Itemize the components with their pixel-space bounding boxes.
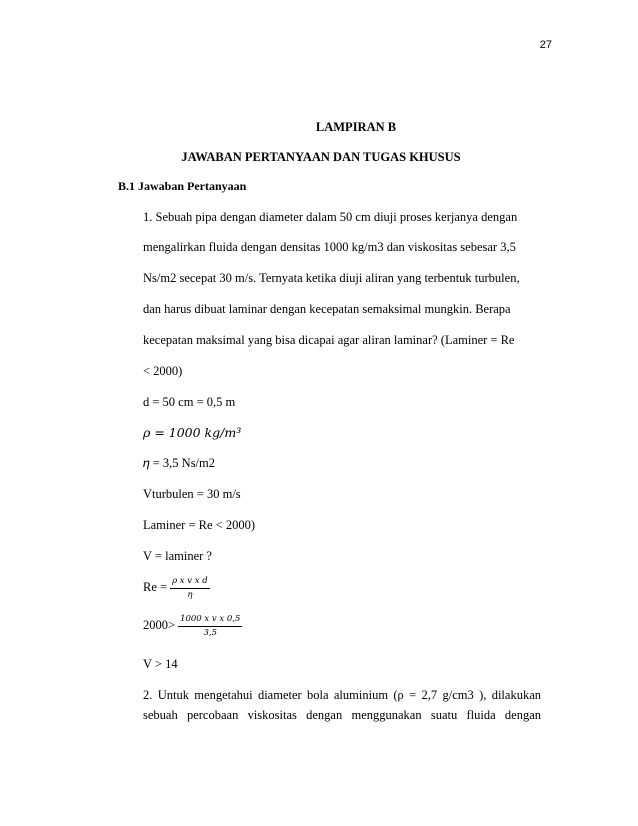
result-line: V > 14 bbox=[143, 657, 178, 671]
given-laminar-condition: Laminer = Re < 2000) bbox=[143, 518, 255, 532]
question2-line-2: sebuah percobaan viskositas dengan menggunakan suatu fluida dengan bbox=[143, 708, 541, 722]
question1-line-1: 1. Sebuah pipa dengan diameter dalam 50 cm diuji proses kerjanya dengan bbox=[143, 210, 518, 224]
page-number: 27 bbox=[539, 39, 552, 51]
question1-line-5: kecepatan maksimal yang bisa dicapai agar aliran laminar? (Laminer = Re bbox=[143, 333, 515, 347]
reynolds-numerator: 𝜌 𝑥 𝑣 𝑥 𝑑 bbox=[170, 576, 210, 589]
appendix-subtitle: JAWABAN PERTANYAAN DAN TUGAS KHUSUS bbox=[181, 150, 461, 164]
given-turbulent-velocity: Vturbulen = 30 m/s bbox=[143, 487, 241, 501]
reynolds-formula-lhs: Re = bbox=[143, 580, 168, 594]
given-diameter: d = 50 cm = 0,5 m bbox=[143, 395, 236, 409]
given-unknown-velocity: V = laminer ? bbox=[143, 549, 212, 563]
given-density: 𝜌 = 1000 𝑘𝑔/𝑚³ bbox=[143, 425, 242, 440]
reynolds-denominator: 𝜂 bbox=[187, 589, 193, 600]
substituted-denominator: 3,5 bbox=[203, 627, 217, 638]
reynolds-fraction bbox=[170, 576, 210, 600]
question1-line-6: < 2000) bbox=[143, 364, 183, 378]
question1-line-3: Ns/m2 secepat 30 m/s. Ternyata ketika diuji aliran yang terbentuk turbulen, bbox=[143, 271, 520, 285]
question1-line-4: dan harus dibuat laminar dengan kecepatan semaksimal mungkin. Berapa bbox=[143, 302, 511, 316]
given-viscosity: 𝜂 = 3,5 Ns/m2 bbox=[143, 456, 215, 470]
question2-line-1: 2. Untuk mengetahui diameter bola aluminium (ρ = 2,7 g/cm3 ), dilakukan bbox=[143, 688, 541, 702]
appendix-title: LAMPIRAN B bbox=[315, 120, 397, 134]
substituted-numerator: 1000 𝑥 𝑣 𝑥 0,5 bbox=[178, 614, 242, 627]
question1-line-2: mengalirkan fluida dengan densitas 1000 kg/m3 dan viskositas sebesar 3,5 bbox=[143, 240, 516, 254]
reynolds-formula bbox=[143, 576, 210, 600]
substituted-formula bbox=[143, 614, 242, 638]
section-heading: B.1 Jawaban Pertanyaan bbox=[118, 179, 247, 193]
substituted-formula-lhs: 2000> bbox=[143, 618, 176, 632]
substituted-fraction bbox=[178, 614, 242, 638]
